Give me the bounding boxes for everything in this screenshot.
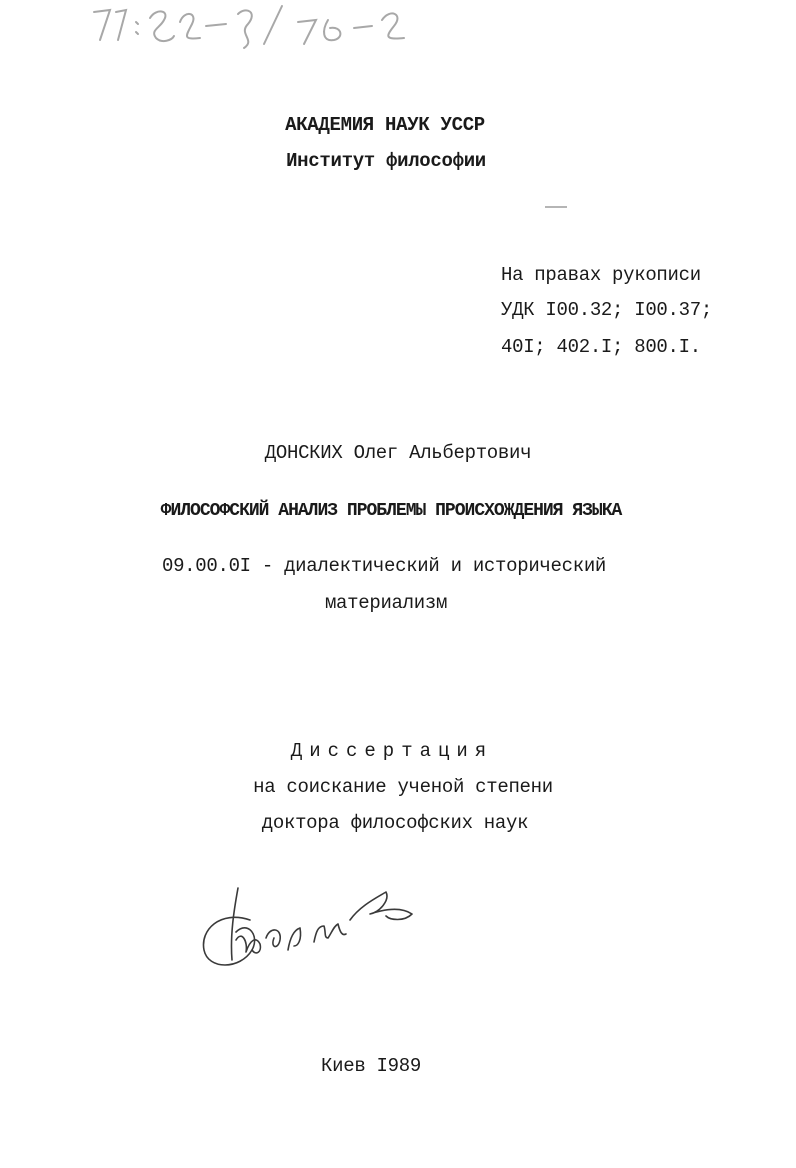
- institute-name: Институт философии: [286, 150, 486, 172]
- specialty-name: материализм: [324, 592, 448, 614]
- degree-line-2: доктора философских наук: [261, 812, 529, 834]
- place-year: Киев I989: [321, 1055, 421, 1077]
- degree-line-1: на соискание ученой степени: [253, 776, 553, 798]
- handwritten-archive-number: [86, 0, 446, 56]
- author-signature: [190, 880, 430, 980]
- scan-artifact: [545, 206, 567, 208]
- academy-name: АКАДЕМИЯ НАУК УССР: [285, 114, 485, 136]
- manuscript-rights: На правах рукописи: [501, 264, 701, 286]
- dissertation-heading: Диссертация: [290, 740, 494, 762]
- udc-line-2: 40I; 402.I; 800.I.: [501, 336, 701, 358]
- udc-line-1: УДК I00.32; I00.37;: [501, 299, 712, 321]
- dissertation-title: ФИЛОСОФСКИЙ АНАЛИЗ ПРОБЛЕМЫ ПРОИСХОЖДЕНИЯ ЯЗЫКА: [160, 501, 622, 521]
- author-name: ДОНСКИХ Олег Альбертович: [264, 442, 532, 464]
- specialty-code: 09.00.0I - диалектический и исторический: [161, 555, 607, 577]
